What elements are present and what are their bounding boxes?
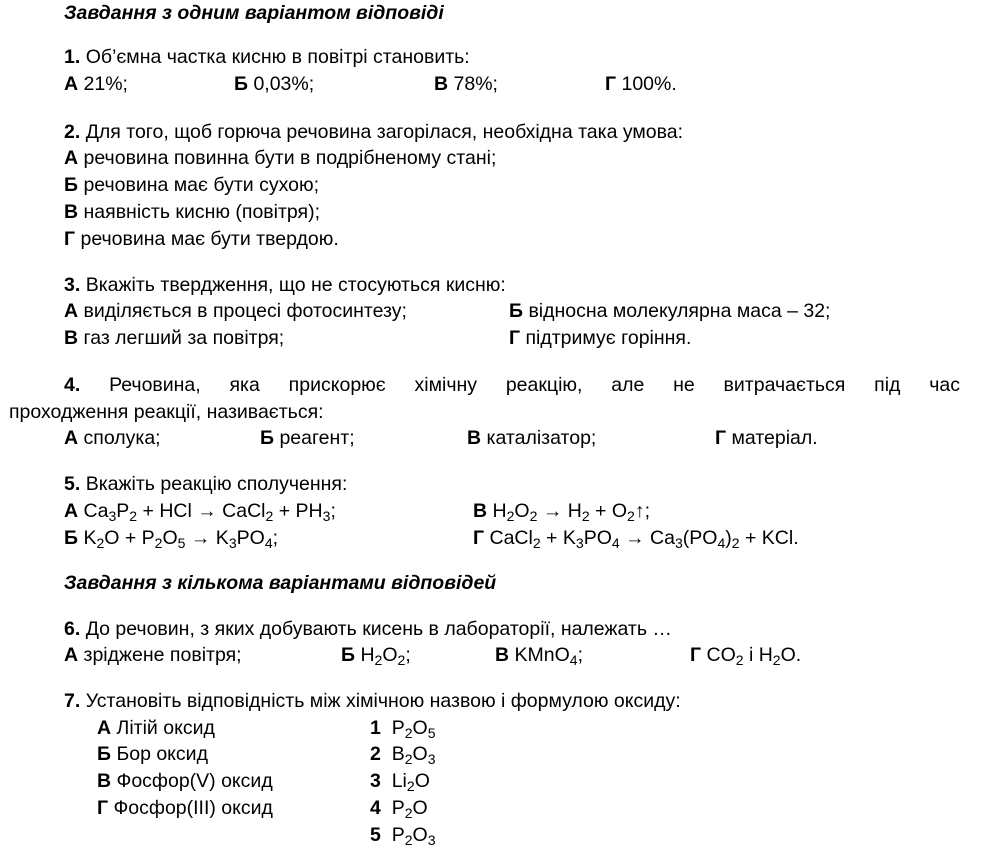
option-text: виділяється в процесі фотосинтезу; [83, 300, 407, 322]
subscript: 2 [772, 651, 781, 668]
oxide-name: Фосфор(V) оксид [116, 770, 273, 792]
option-letter: А [64, 147, 79, 169]
q1-option-c [434, 75, 498, 95]
subscript: 2 [404, 804, 413, 821]
q5-option-a [64, 502, 336, 522]
q7-name-c [97, 772, 273, 792]
option-text: газ легший за повітря; [83, 327, 285, 349]
subscript: 3 [427, 831, 436, 848]
q4-option-c [467, 429, 596, 449]
subscript: 3 [674, 534, 683, 551]
subscript: 3 [575, 534, 584, 551]
option-letter: В [473, 500, 488, 522]
subscript: 3 [108, 507, 117, 524]
option-letter: Г [690, 644, 702, 666]
question-text: До речовин, з яких добувають кисень в лабораторії, належать … [85, 618, 672, 640]
subscript: 2 [154, 534, 163, 551]
question-text: Об’ємна частка кисню в повітрі становить: [85, 46, 470, 68]
subscript: 4 [717, 534, 726, 551]
question-word: прискорює [288, 374, 386, 396]
option-text: реагент; [279, 427, 355, 449]
formula-number: 1 [370, 717, 381, 739]
question-word: Речовина, [109, 374, 201, 396]
subscript: 3 [427, 750, 436, 767]
question-text: Для того, щоб горюча речовина загорілася, необхідна така умова: [85, 121, 684, 143]
formula-number: 3 [370, 770, 381, 792]
oxide-formula: $P_2O_3$ [391, 824, 436, 848]
option-formula: CaCl$_2$ + $K_3PO_4 \to Ca_3(PO_4)_2$ + KCl. [489, 527, 799, 551]
question-5 [64, 475, 347, 495]
oxide-name: Фосфор(III) оксид [113, 797, 273, 819]
question-word: час [929, 374, 960, 396]
option-letter: В [495, 644, 510, 666]
subscript: 2 [265, 507, 274, 524]
q5-option-d [473, 529, 799, 549]
option-formula: $CO_2$ і $H_2O$. [706, 644, 802, 668]
option-text: наявність кисню (повітря); [83, 201, 321, 223]
question-word: хімічну [414, 374, 478, 396]
option-letter: Г [473, 527, 485, 549]
q2-option-b [64, 176, 319, 196]
option-letter: Г [509, 327, 521, 349]
q4-option-d [715, 429, 818, 449]
option-letter: Б [64, 527, 79, 549]
q6-option-b [341, 646, 411, 666]
subscript: 3 [228, 534, 237, 551]
option-letter: Г [64, 228, 76, 250]
oxide-formula: $P_2O$ [391, 797, 428, 821]
subscript: 2 [506, 507, 515, 524]
option-letter: Б [234, 73, 249, 95]
oxide-name: Бор оксид [116, 743, 208, 765]
option-letter: Б [341, 644, 356, 666]
subscript: 2 [406, 777, 415, 794]
option-letter: Г [605, 73, 617, 95]
option-letter: А [97, 717, 112, 739]
question-1 [64, 48, 470, 68]
option-formula: зріджене повітря; [83, 644, 242, 666]
question-word: витрачається [723, 374, 846, 396]
question-7 [64, 692, 681, 712]
question-text: Вкажіть твердження, що не стосуються кисню: [85, 274, 506, 296]
option-formula: $H_2O_2$; [360, 644, 411, 668]
question-text: Установіть відповідність між хімічною назвою і формулою оксиду: [85, 690, 681, 712]
question-2 [64, 123, 683, 143]
question-4 [64, 376, 960, 396]
q7-name-a [97, 719, 215, 739]
option-letter: Б [64, 174, 79, 196]
option-text: 100%. [621, 73, 677, 95]
option-formula: $H_2O_2 \to H_2$ + $O_2↑$; [492, 500, 651, 524]
subscript: 4 [569, 651, 578, 668]
subscript: 2 [404, 750, 413, 767]
q4-option-a [64, 429, 161, 449]
q7-formula-1 [370, 719, 436, 739]
q6-option-d [690, 646, 801, 666]
option-letter: Б [509, 300, 524, 322]
option-letter: В [64, 201, 79, 223]
option-letter: В [64, 327, 79, 349]
q7-name-d [97, 799, 273, 819]
question-number: 5. [64, 473, 81, 495]
subscript: 4 [611, 534, 620, 551]
question-word: реакцію, [505, 374, 583, 396]
oxide-name: Літій оксид [116, 717, 215, 739]
option-letter: А [64, 500, 79, 522]
option-letter: А [64, 644, 79, 666]
q3-option-b [509, 302, 830, 322]
subscript: 3 [322, 507, 331, 524]
option-formula: $K_2O + P_2O_5 \to K_3PO_4$; [83, 527, 279, 551]
formula-number: 5 [370, 824, 381, 846]
q5-option-c [473, 502, 650, 522]
subscript: 2 [735, 651, 744, 668]
subscript: 2 [627, 507, 635, 524]
option-formula: KMnO$_4$; [514, 644, 584, 668]
option-letter: Б [260, 427, 275, 449]
subscript: 2 [529, 507, 538, 524]
subscript: 2 [581, 507, 590, 524]
option-text: 21%; [83, 73, 128, 95]
option-letter: В [434, 73, 449, 95]
formula-number: 2 [370, 743, 381, 765]
subscript: 2 [397, 651, 406, 668]
q1-option-d [605, 75, 677, 95]
q6-option-c [495, 646, 583, 666]
subscript: 2 [129, 507, 138, 524]
question-text: Вкажіть реакцію сполучення: [85, 473, 348, 495]
question-word: не [673, 374, 695, 396]
option-letter: А [64, 427, 79, 449]
section-title-single-answer: Завдання з одним варіантом відповіді [64, 2, 444, 24]
subscript: 5 [177, 534, 186, 551]
subscript: 2 [404, 724, 413, 741]
subscript: 4 [264, 534, 273, 551]
subscript: 2 [374, 651, 383, 668]
option-text: каталізатор; [486, 427, 597, 449]
option-text: відносна молекулярна маса – 32; [528, 300, 831, 322]
q3-option-c [64, 329, 284, 349]
option-letter: Б [97, 743, 112, 765]
option-text: 0,03%; [253, 73, 315, 95]
question-word: яка [229, 374, 260, 396]
formula-number: 4 [370, 797, 381, 819]
option-letter: А [64, 73, 79, 95]
q2-option-a [64, 149, 496, 169]
q3-option-a [64, 302, 407, 322]
question-number: 3. [64, 274, 81, 296]
subscript: 2 [532, 534, 541, 551]
subscript: 2 [404, 831, 413, 848]
question-number: 4. [64, 374, 81, 396]
question-number: 7. [64, 690, 81, 712]
q7-formula-4 [370, 799, 428, 819]
q6-option-a [64, 646, 242, 666]
question-number: 2. [64, 121, 81, 143]
q2-option-c [64, 203, 320, 223]
option-letter: Г [715, 427, 727, 449]
question-number: 1. [64, 46, 81, 68]
subscript: 5 [427, 724, 436, 741]
q7-formula-3 [370, 772, 430, 792]
q7-formula-2 [370, 745, 436, 765]
question-4-continuation: проходження реакції, називається: [9, 401, 324, 423]
option-text: матеріал. [731, 427, 818, 449]
oxide-formula: $P_2O_5$ [391, 717, 436, 741]
q2-option-d [64, 230, 339, 250]
option-text: підтримує горіння. [525, 327, 692, 349]
q3-option-d [509, 329, 691, 349]
question-6 [64, 620, 672, 640]
q1-option-b [234, 75, 314, 95]
option-letter: В [467, 427, 482, 449]
option-text: речовина має бути сухою; [83, 174, 320, 196]
q7-name-b [97, 745, 208, 765]
q1-option-a [64, 75, 128, 95]
question-word: під [874, 374, 901, 396]
oxide-formula: $B_2O_3$ [391, 743, 436, 767]
option-formula: $Ca_3P_2$ + HCl → CaCl$_2$ + $PH_3$; [83, 500, 336, 524]
oxide-formula: $Li_2O$ [391, 770, 430, 794]
question-3 [64, 276, 506, 296]
option-letter: А [64, 300, 79, 322]
option-letter: Г [97, 797, 109, 819]
q5-option-b [64, 529, 278, 549]
subscript: 2 [731, 534, 740, 551]
q4-option-b [260, 429, 355, 449]
option-text: сполука; [83, 427, 161, 449]
option-text: речовина повинна бути в подрібненому стані; [83, 147, 497, 169]
question-number: 6. [64, 618, 81, 640]
q7-formula-5 [370, 826, 436, 846]
option-text: речовина має бути твердою. [80, 228, 339, 250]
section-title-multiple-answers: Завдання з кількома варіантами відповідей [64, 572, 497, 594]
question-word: але [611, 374, 645, 396]
option-letter: В [97, 770, 112, 792]
option-text: 78%; [453, 73, 498, 95]
subscript: 2 [96, 534, 105, 551]
